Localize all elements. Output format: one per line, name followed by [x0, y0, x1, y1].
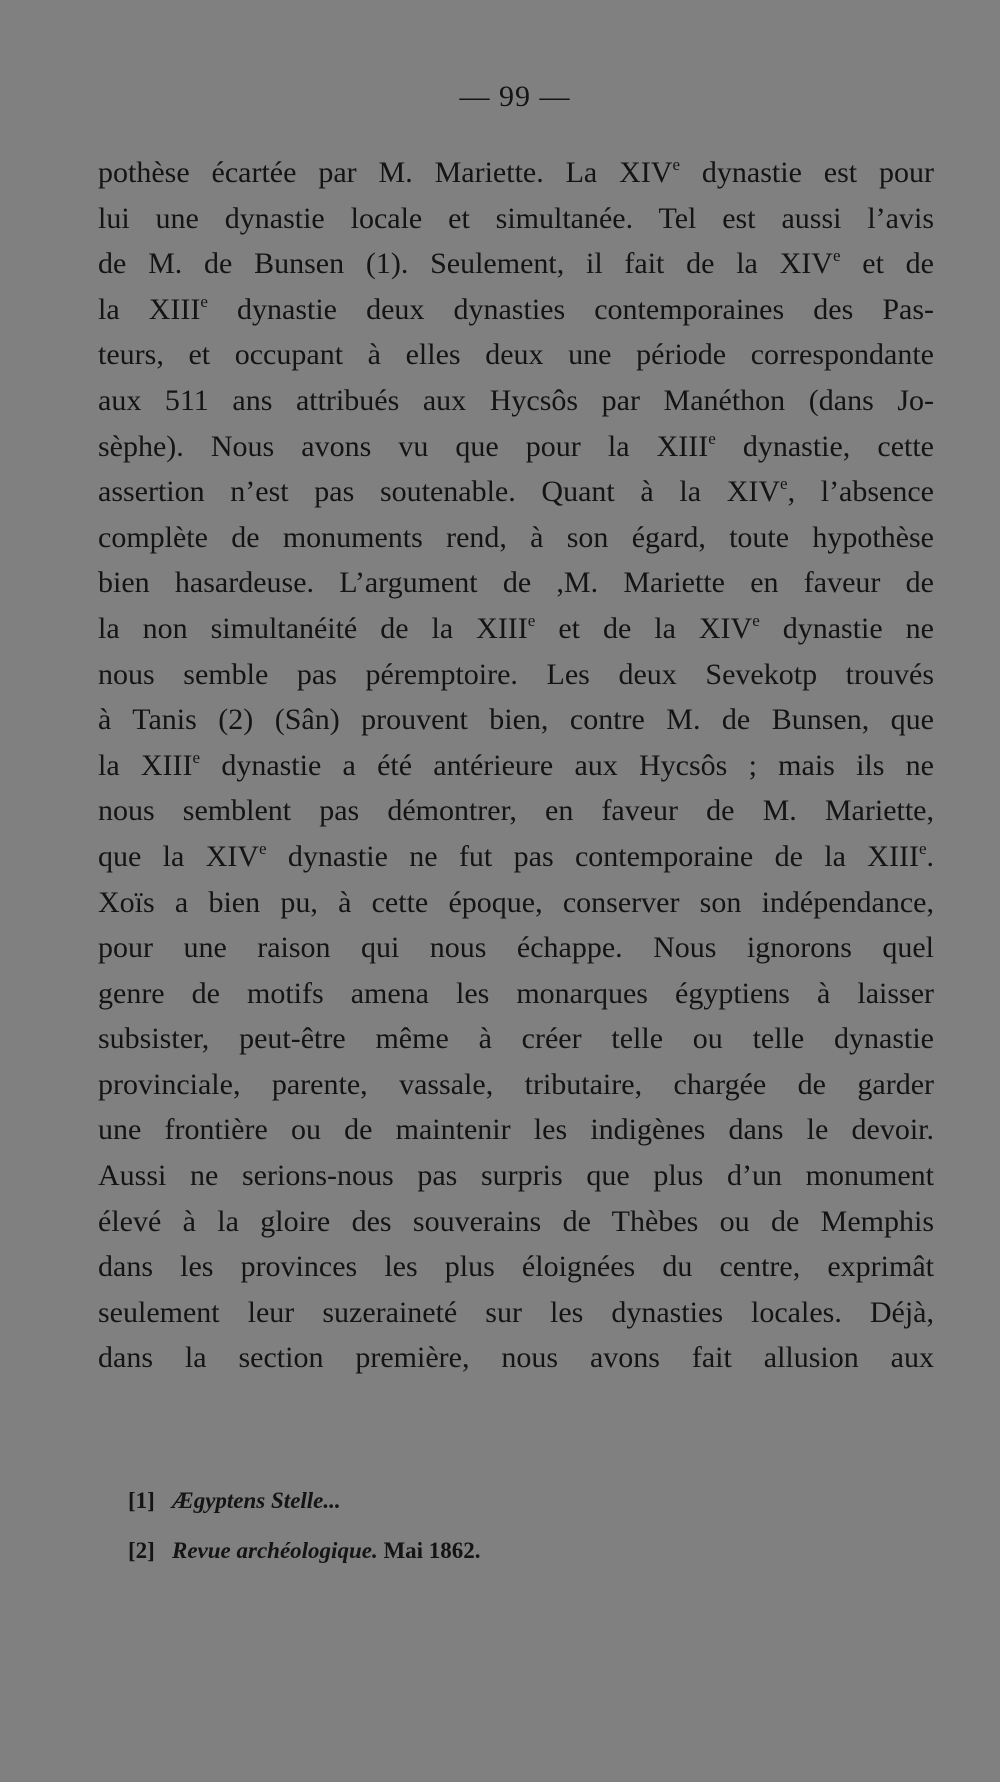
text-line: [98, 515, 934, 561]
text-line: [98, 1335, 934, 1381]
text-line: [98, 925, 934, 971]
text-run: pour une raison qui nous échappe. Nous ignorons quel: [98, 931, 934, 965]
text-run: dynastie a été antérieure aux Hycsôs ; mais ils ne: [200, 748, 934, 782]
text-line: [98, 332, 934, 378]
text-line: [98, 469, 934, 515]
text-run: dans la section première, nous avons fait allusion aux: [98, 1341, 934, 1375]
text-run: seulement leur suzeraineté sur les dynasties locales. Déjà,: [98, 1295, 934, 1329]
text-run: dynastie ne: [759, 611, 935, 645]
text-line: [98, 880, 934, 926]
text-run: dynastie est pour: [680, 156, 934, 189]
text-run: dynastie deux dynasties contemporaines des Pas-: [207, 292, 935, 326]
text-run: dynastie, cette: [715, 429, 934, 463]
footnote-mark: [2]: [128, 1538, 155, 1563]
text-run: la XIII: [98, 748, 193, 782]
text-run: dans les provinces les plus éloignées du centre, exprimât: [98, 1250, 934, 1284]
superscript: e: [527, 610, 536, 630]
text-run: provinciale, parente, vassale, tributaire, chargée de garder: [98, 1067, 934, 1101]
text-run: à Tanis (2) (Sân) prouvent bien, contre M. de Bunsen, que: [98, 703, 934, 737]
text-run: nous semble pas péremptoire. Les deux Sevekotp trouvés: [98, 657, 934, 691]
text-line: [98, 287, 934, 333]
text-run: .: [926, 839, 934, 873]
text-line: [98, 697, 934, 743]
text-run: que la XIV: [98, 839, 260, 873]
text-line: [98, 606, 934, 652]
text-line: [98, 196, 934, 242]
footnotes: [128, 1476, 828, 1576]
text-run: , l’absence: [787, 475, 934, 509]
text-line: [98, 971, 934, 1017]
text-run: la XIII: [98, 292, 201, 326]
text-line: [98, 1016, 934, 1062]
text-run: et de: [840, 247, 935, 281]
text-run: subsister, peut-être même à créer telle ou telle dynastie: [98, 1022, 934, 1056]
text-line: [98, 1290, 934, 1336]
text-line: [98, 652, 934, 698]
text-line: [98, 560, 934, 606]
text-line: [98, 788, 934, 834]
text-run: aux 511 ans attribués aux Hycsôs par Manéthon (dans Jo-: [98, 383, 934, 417]
text-line: [98, 1153, 934, 1199]
footnote-title: Ægyptens Stelle...: [172, 1488, 341, 1513]
text-line: [98, 1244, 934, 1290]
body-text: [98, 150, 934, 1381]
text-run: sèphe). Nous avons vu que pour la XIII: [98, 429, 709, 463]
text-line: [98, 1107, 934, 1153]
superscript: e: [672, 155, 681, 174]
text-run: complète de monuments rend, à son égard, toute hypothèse: [98, 520, 934, 554]
superscript: e: [192, 747, 201, 767]
text-line: [98, 424, 934, 470]
superscript: e: [832, 246, 841, 266]
text-line: [98, 743, 934, 789]
text-run: lui une dynastie locale et simultanée. Tel est aussi l’avis: [98, 201, 934, 235]
text-run: teurs, et occupant à elles deux une période correspondante: [98, 338, 934, 372]
text-run: nous semblent pas démontrer, en faveur de M. Mariette,: [98, 794, 934, 828]
footnote: [128, 1476, 828, 1526]
text-run: élevé à la gloire des souverains de Thèbes ou de Memphis: [98, 1204, 934, 1238]
text-run: bien hasardeuse. L’argument de ,M. Mariette en faveur de: [98, 566, 934, 600]
text-line: [98, 241, 934, 287]
text-run: genre de motifs amena les monarques égyptiens à laisser: [98, 976, 934, 1010]
superscript: e: [259, 838, 267, 858]
text-line: [98, 1062, 934, 1108]
superscript: e: [918, 838, 927, 858]
text-line: [98, 378, 934, 424]
superscript: e: [200, 291, 208, 311]
page-number: — 99 —: [459, 80, 571, 113]
text-run: pothèse écartée par M. Mariette. La XIV: [98, 156, 673, 189]
text-run: une frontière ou de maintenir les indigènes dans le devoir.: [98, 1113, 934, 1147]
text-run: dynastie ne fut pas contemporaine de la XIII: [266, 839, 919, 873]
text-run: Aussi ne serions-nous pas surpris que plus d’un monument: [98, 1159, 934, 1193]
footnote-text: Mai 1862.: [377, 1538, 481, 1563]
text-run: Xoïs a bien pu, à cette époque, conserver son indépendance,: [98, 885, 934, 919]
superscript: e: [708, 428, 716, 448]
text-run: et de la XIV: [535, 611, 753, 645]
superscript: e: [780, 474, 788, 494]
text-line: [98, 1199, 934, 1245]
footnote-title: Revue archéologique.: [172, 1538, 378, 1563]
text-line: [98, 150, 934, 196]
text-run: la non simultanéité de la XIII: [98, 611, 528, 645]
footnote-mark: [1]: [128, 1488, 155, 1513]
text-run: de M. de Bunsen (1). Seulement, il fait de la XIV: [98, 247, 833, 281]
superscript: e: [752, 610, 760, 630]
text-run: assertion n’est pas soutenable. Quant à la XIV: [98, 475, 781, 509]
text-line: [98, 834, 934, 880]
footnote: [128, 1526, 828, 1576]
